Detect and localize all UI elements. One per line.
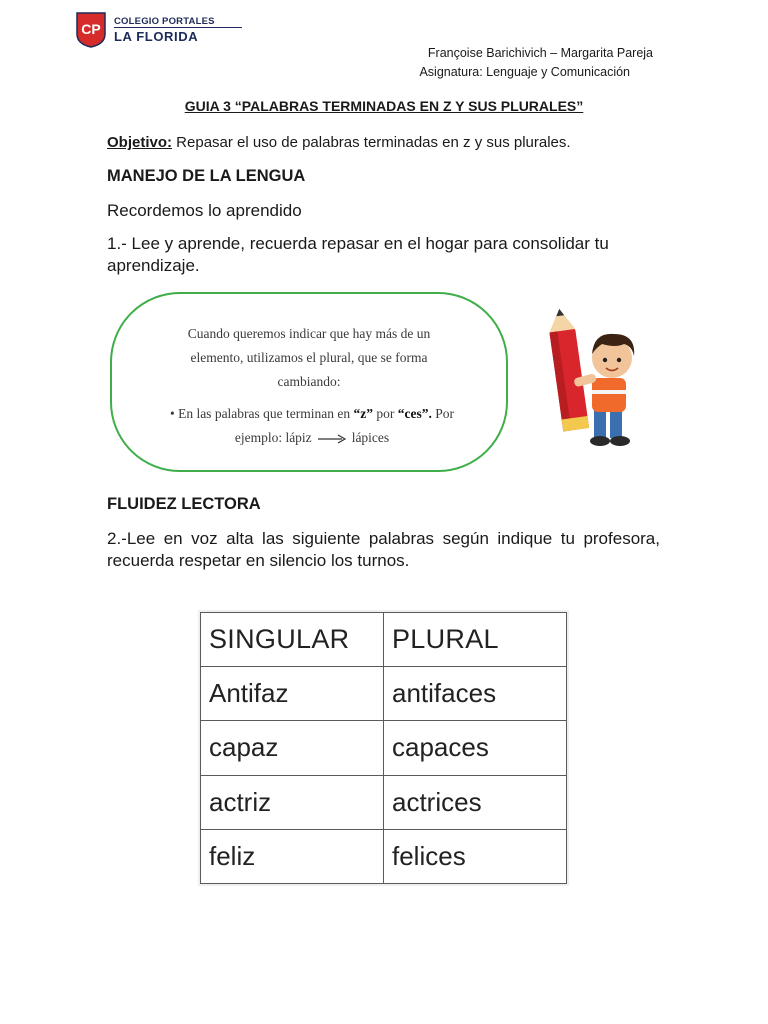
logo-divider xyxy=(114,27,242,28)
author-names: Françoise Barichivich – Margarita Pareja xyxy=(427,46,653,60)
rule-line-1: Cuando queremos indicar que hay más de un xyxy=(187,326,431,341)
table-row xyxy=(201,829,567,883)
kid-with-pencil-illustration xyxy=(540,308,650,450)
objective-text: Repasar el uso de palabras terminadas en z y sus plurales. xyxy=(172,134,571,151)
objective-label: Objetivo: xyxy=(107,134,173,151)
school-logo xyxy=(76,12,246,52)
school-shield-icon xyxy=(76,12,106,48)
rule-line-3: cambiando: xyxy=(277,374,341,389)
page-title: GUIA 3 “PALABRAS TERMINADAS EN Z Y SUS PLURALES” xyxy=(184,98,584,114)
instruction-1: 1.- Lee y aprende, recuerda repasar en el hogar para consolidar tu aprendizaje. xyxy=(107,234,609,275)
singular-word: actriz xyxy=(201,775,384,829)
table-row xyxy=(201,667,567,721)
logo-school-location: LA FLORIDA xyxy=(114,29,199,44)
shield-text: CP xyxy=(81,21,101,37)
example-singular: ejemplo: lápiz xyxy=(234,430,312,445)
subject-line: Asignatura: Lenguaje y Comunicación xyxy=(419,65,630,79)
section-heading-lengua: MANEJO DE LA LENGUA xyxy=(107,167,306,185)
objective xyxy=(107,134,571,151)
plural-rule-box xyxy=(110,292,508,472)
header-singular: SINGULAR xyxy=(201,613,384,667)
arrow-right-icon xyxy=(318,434,346,444)
table-row xyxy=(201,775,567,829)
table-row xyxy=(201,721,567,775)
singular-word: Antifaz xyxy=(201,667,384,721)
bullet-end: Por xyxy=(431,406,455,421)
table-header-row xyxy=(201,613,567,667)
singular-word: feliz xyxy=(201,829,384,883)
singular-plural-table xyxy=(200,612,567,884)
header-plural: PLURAL xyxy=(384,613,567,667)
plural-word: antifaces xyxy=(384,667,567,721)
bullet-mid: por xyxy=(373,406,398,421)
rule-line-2: elemento, utilizamos el plural, que se forma xyxy=(190,350,428,365)
plural-word: capaces xyxy=(384,721,567,775)
bullet-prefix: • En las palabras que terminan en xyxy=(169,406,354,421)
rule-explanation xyxy=(112,322,506,394)
example-plural: lápices xyxy=(351,430,390,445)
bullet-z: “z” xyxy=(353,406,374,421)
section-subheading: Recordemos lo aprendido xyxy=(107,201,302,220)
section-heading-fluidez: FLUIDEZ LECTORA xyxy=(107,495,261,513)
logo-school-name: COLEGIO PORTALES xyxy=(114,16,215,27)
instruction-2: 2.-Lee en voz alta las siguiente palabras según indique tu profesora, recuerda respetar en silencio los turnos. xyxy=(107,529,660,570)
singular-word: capaz xyxy=(201,721,384,775)
plural-word: felices xyxy=(384,829,567,883)
rule-bullet xyxy=(142,402,482,450)
plural-word: actrices xyxy=(384,775,567,829)
bullet-ces: “ces”. xyxy=(397,406,432,421)
